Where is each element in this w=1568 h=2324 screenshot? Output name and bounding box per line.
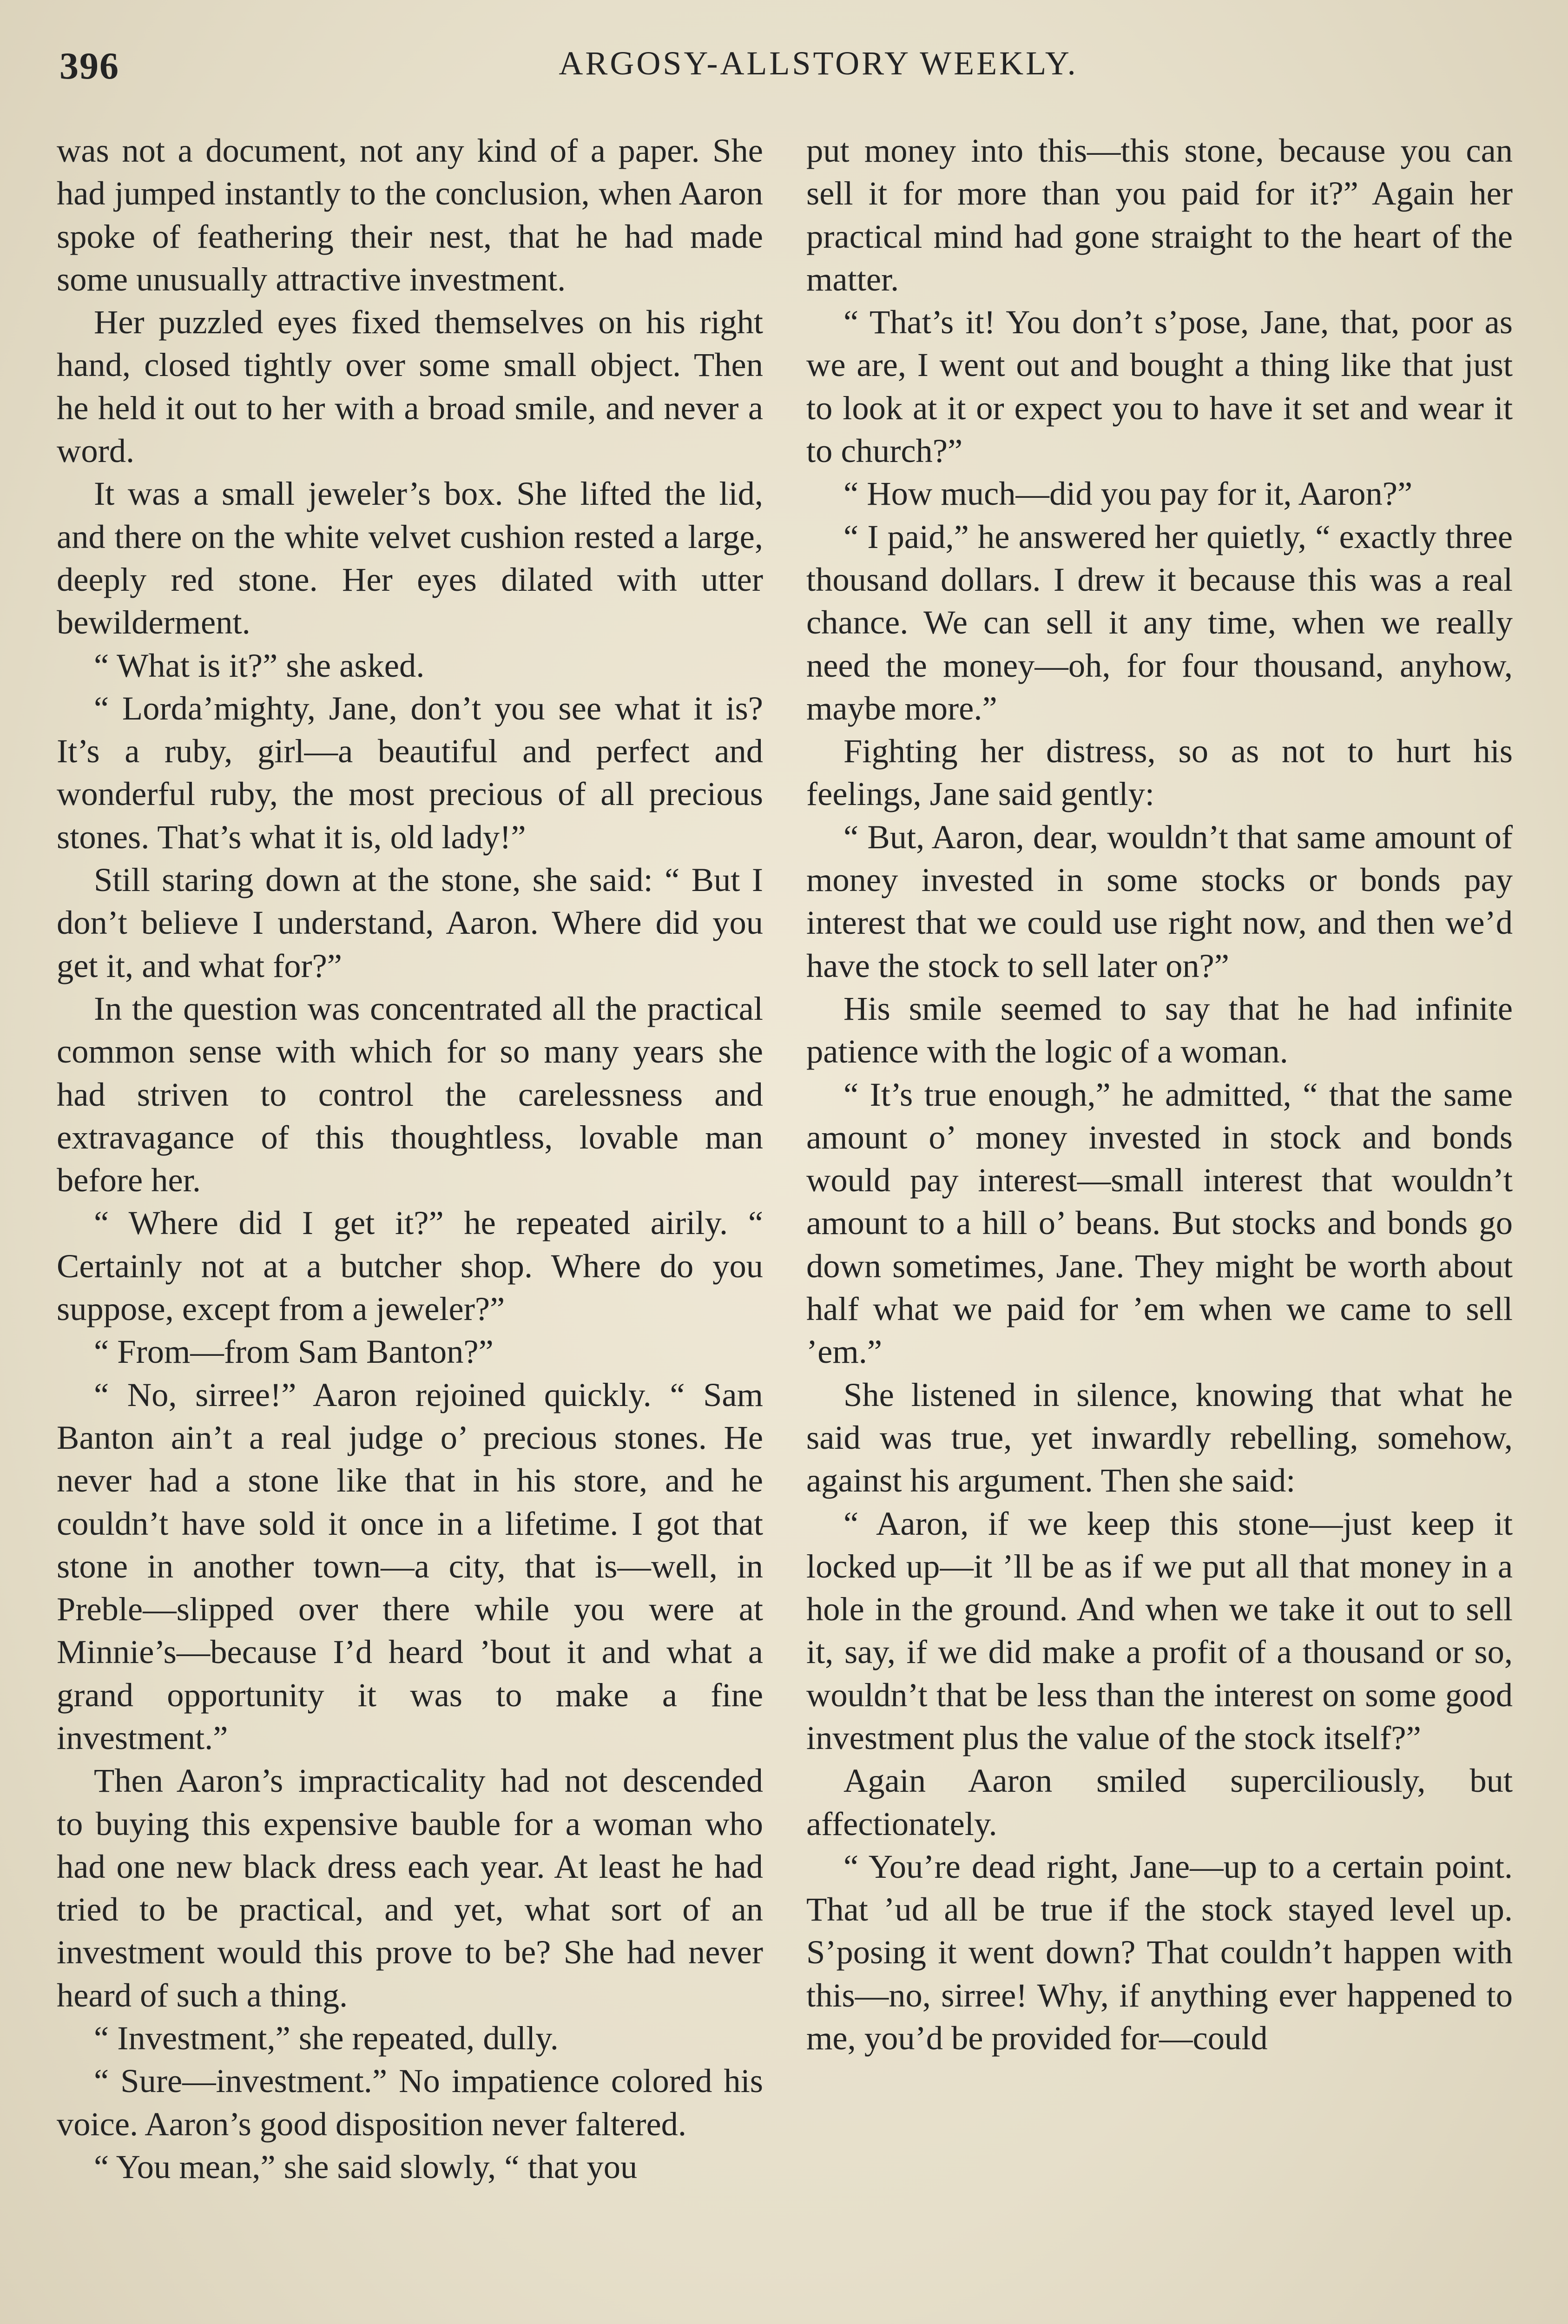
paragraph: “ Where did I get it?” he repeated airily. “ Certainly not at a butcher shop. Where do you suppose, except from a jeweler?”	[57, 1204, 763, 1328]
paragraph: “ Investment,” she repeated, dully.	[94, 2019, 559, 2057]
page-header	[59, 44, 1522, 100]
paragraph: In the question was concentrated all the practical common sense with which for so many years she had striven to control the carelessness and extravagance of this thoughtless, lovable man before her.	[57, 989, 763, 1199]
paragraph: “ It’s true enough,” he admitted, “ that the same amount o’ money invested in stock and bonds would pay interest—small interest that wouldn’t amount to a hill o’ beans. But stocks and bonds go down sometimes, Jane. They might be worth about half what we paid for ’em when we came to sell ’em.”	[806, 1075, 1513, 1371]
paragraph: She listened in silence, knowing that what he said was true, yet inwardly rebelling, somehow, against his argument. Then she said:	[806, 1375, 1513, 1499]
paragraph: It was a small jeweler’s box. She lifted the lid, and there on the white velvet cushion rested a large, deeply red stone. Her eyes dilated with utter bewilderment.	[57, 475, 763, 641]
paragraph: Still staring down at the stone, she said: “ But I don’t believe I understand, Aaron. Where did you get it, and what for?”	[57, 861, 763, 984]
paragraph: Then Aaron’s impracticality had not descended to buying this expensive bauble for a woman who had one new black dress each year. At least he had tried to be practical, and yet, what sort of an investment would this prove to be? She had never heard of such a thing.	[57, 1762, 763, 2014]
left-column	[57, 129, 763, 2188]
paragraph: “ But, Aaron, dear, wouldn’t that same amount of money invested in some stocks or bonds pay interest that we could use right now, and then we’d have the stock to sell later on?”	[806, 818, 1513, 984]
page-number: 396	[59, 45, 119, 87]
paragraph: “ You’re dead right, Jane—up to a certain point. That ’ud all be true if the stock stayed level up. S’posing it went down? That couldn’t happen with this—no, sirree! Why, if anything ever happened to me, you’d be provided for—could	[806, 1847, 1513, 2057]
paragraph: His smile seemed to say that he had infinite patience with the logic of a woman.	[806, 989, 1513, 1070]
paragraph: Fighting her distress, so as not to hurt his feelings, Jane said gently:	[806, 732, 1513, 813]
paragraph: was not a document, not any kind of a paper. She had jumped instantly to the conclusion, when Aaron spoke of feathering their nest, that he had made some unusually attractive investment.	[57, 132, 763, 298]
running-head: ARGOSY-ALLSTORY WEEKLY.	[559, 45, 1078, 82]
paragraph: “ Lorda’mighty, Jane, don’t you see what it is? It’s a ruby, girl—a beautiful and perfect and wonderful ruby, the most precious of all precious stones. That’s what it is, old lady!”	[57, 689, 763, 856]
paragraph: “ Aaron, if we keep this stone—just keep it locked up—it ’ll be as if we put all that money in a hole in the ground. And when we take it out to sell it, say, if we did make a profit of a thousand or so, wouldn’t that be less than the interest on some good investment plus the value of the stock itself?”	[806, 1504, 1513, 1756]
paragraph: “ You mean,” she said slowly, “ that you	[94, 2147, 638, 2185]
paragraph: “ I paid,” he answered her quietly, “ exactly three thousand dollars. I drew it because this was a real chance. We can sell it any time, when we really need the money—oh, for four thousand, anyhow, maybe more.”	[806, 517, 1513, 727]
paragraph: “ What is it?” she asked.	[94, 646, 425, 684]
paragraph: Her puzzled eyes fixed themselves on his right hand, closed tightly over some small object. Then he held it out to her with a broad smile, and never a word.	[57, 303, 763, 470]
paragraph: “ No, sirree!” Aaron rejoined quickly. “ Sam Banton ain’t a real judge o’ precious stones. He never had a stone like that in his store, and he couldn’t have sold it once in a lifetime. I got that stone in another town—a city, that is—well, in Preble—slipped over there while you were at Minnie’s—because I’d heard ’bout it and what a grand opportunity it was to make a fine investment.”	[57, 1375, 763, 1756]
paragraph: Again Aaron smiled superciliously, but affectionately.	[806, 1762, 1513, 1842]
paragraph: “ How much—did you pay for it, Aaron?”	[843, 475, 1413, 513]
paragraph: “ That’s it! You don’t s’pose, Jane, that, poor as we are, I went out and bought a thing like that just to look at it or expect you to have it set and wear it to church?”	[806, 303, 1513, 470]
paragraph: “ Sure—investment.” No impatience colored his voice. Aaron’s good disposition never faltered.	[57, 2062, 763, 2143]
right-column	[806, 129, 1513, 2060]
paragraph: “ From—from Sam Banton?”	[94, 1333, 494, 1371]
paragraph: put money into this—this stone, because you can sell it for more than you paid for it?” Again her practical mind had gone straight to the heart of the matter.	[806, 132, 1513, 298]
